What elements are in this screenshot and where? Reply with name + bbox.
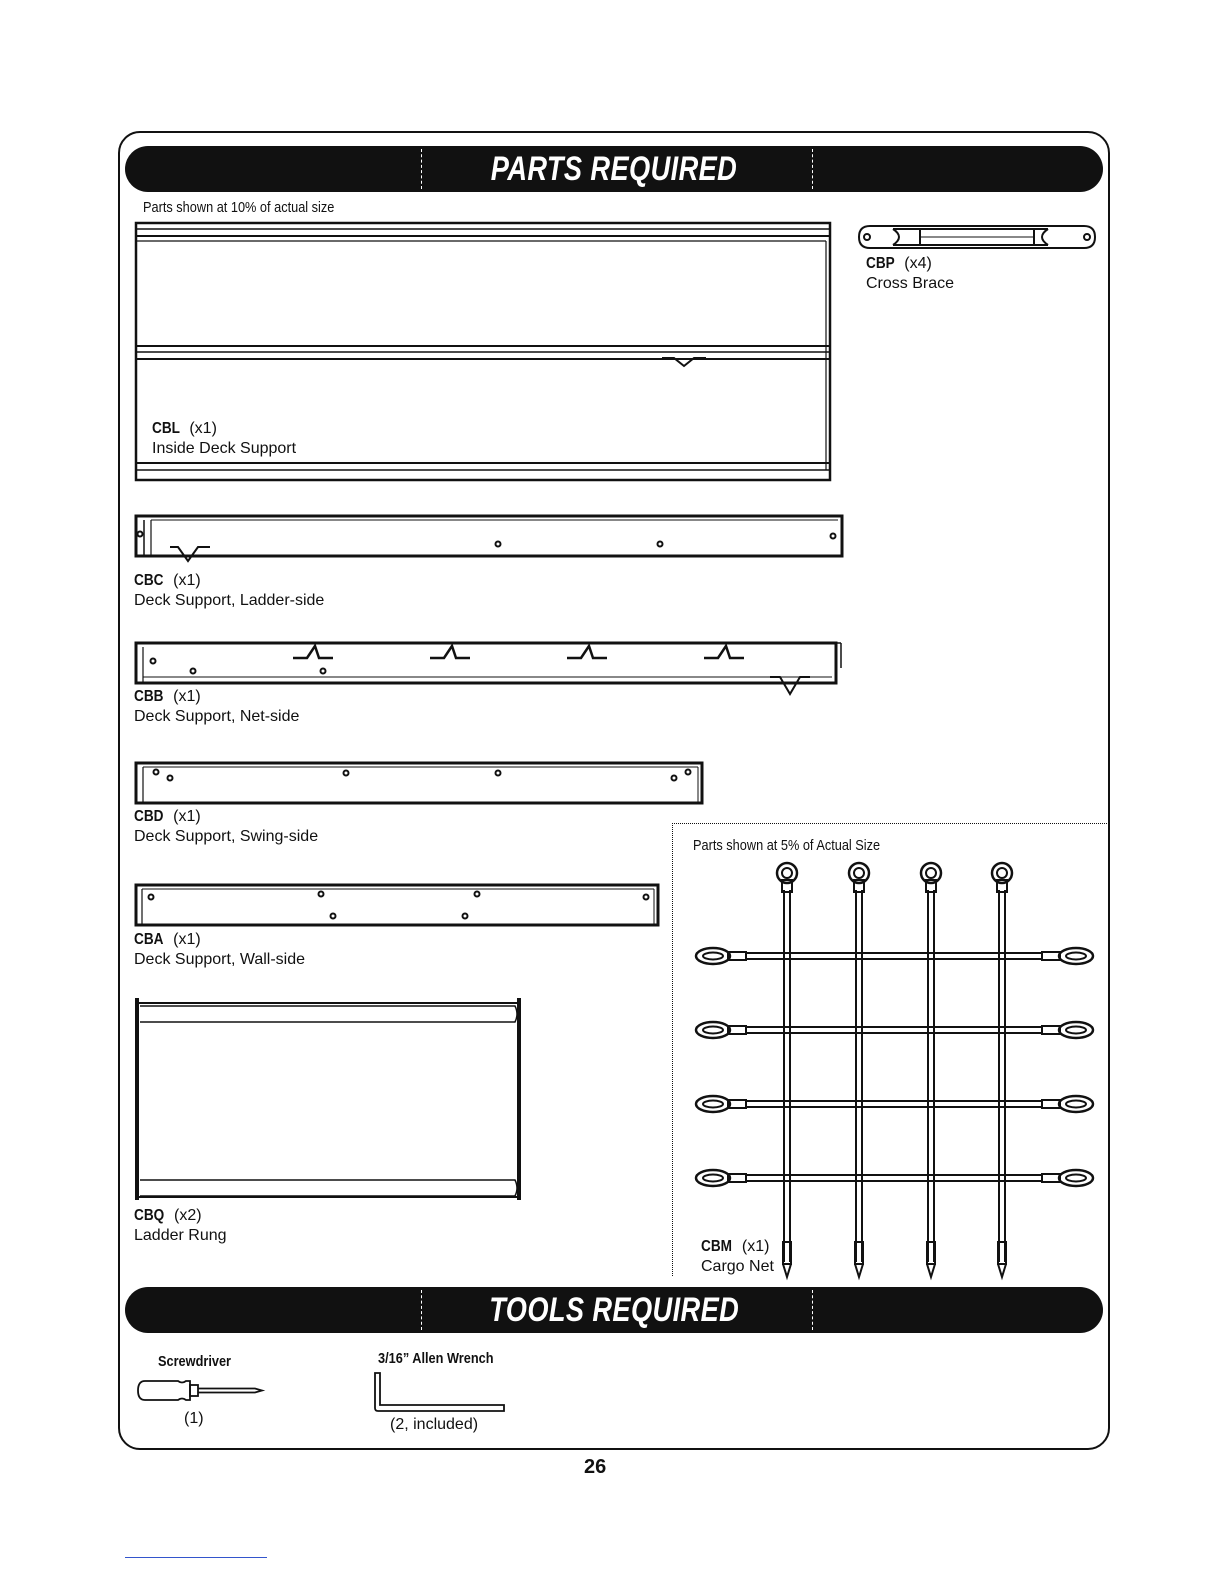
part-desc: Deck Support, Ladder-side xyxy=(134,592,325,609)
part-code: CBQ xyxy=(134,1207,165,1224)
footer-link-underline xyxy=(125,1557,267,1558)
part-qty: (x1) xyxy=(741,1238,770,1255)
tools-required-title: TOOLS REQUIRED xyxy=(489,1291,739,1329)
part-qty: (x1) xyxy=(173,931,201,948)
allen-wrench-qty: (2, included) xyxy=(390,1416,479,1433)
net-scale-note: Parts shown at 5% of Actual Size xyxy=(693,837,881,854)
part-qty: (x1) xyxy=(173,572,201,589)
part-desc: Deck Support, Swing-side xyxy=(134,828,319,845)
part-desc: Deck Support, Wall-side xyxy=(134,951,306,968)
part-desc: Deck Support, Net-side xyxy=(134,708,300,725)
part-code: CBD xyxy=(134,808,164,825)
screwdriver-name: Screwdriver xyxy=(158,1353,232,1370)
part-code: CBM xyxy=(701,1238,732,1255)
part-qty: (x1) xyxy=(173,688,201,705)
allen-wrench-name: 3/16” Allen Wrench xyxy=(378,1350,494,1367)
part-code: CBC xyxy=(134,572,164,589)
part-desc: Inside Deck Support xyxy=(152,440,297,457)
part-qty: (x2) xyxy=(174,1207,202,1224)
part-qty: (x1) xyxy=(173,808,201,825)
page-number: 26 xyxy=(584,1456,607,1478)
part-desc: Cross Brace xyxy=(866,275,955,292)
part-code: CBP xyxy=(866,255,895,272)
screwdriver-qty: (1) xyxy=(184,1410,204,1427)
part-code: CBA xyxy=(134,931,164,948)
part-qty: (x4) xyxy=(904,255,932,272)
scale-note: Parts shown at 10% of actual size xyxy=(143,199,335,216)
part-code: CBB xyxy=(134,688,164,705)
part-desc: Cargo Net xyxy=(701,1258,774,1275)
part-code: CBL xyxy=(152,420,180,437)
part-desc: Ladder Rung xyxy=(134,1227,227,1244)
part-qty: (x1) xyxy=(189,420,217,437)
parts-required-title: PARTS REQUIRED xyxy=(490,150,738,188)
